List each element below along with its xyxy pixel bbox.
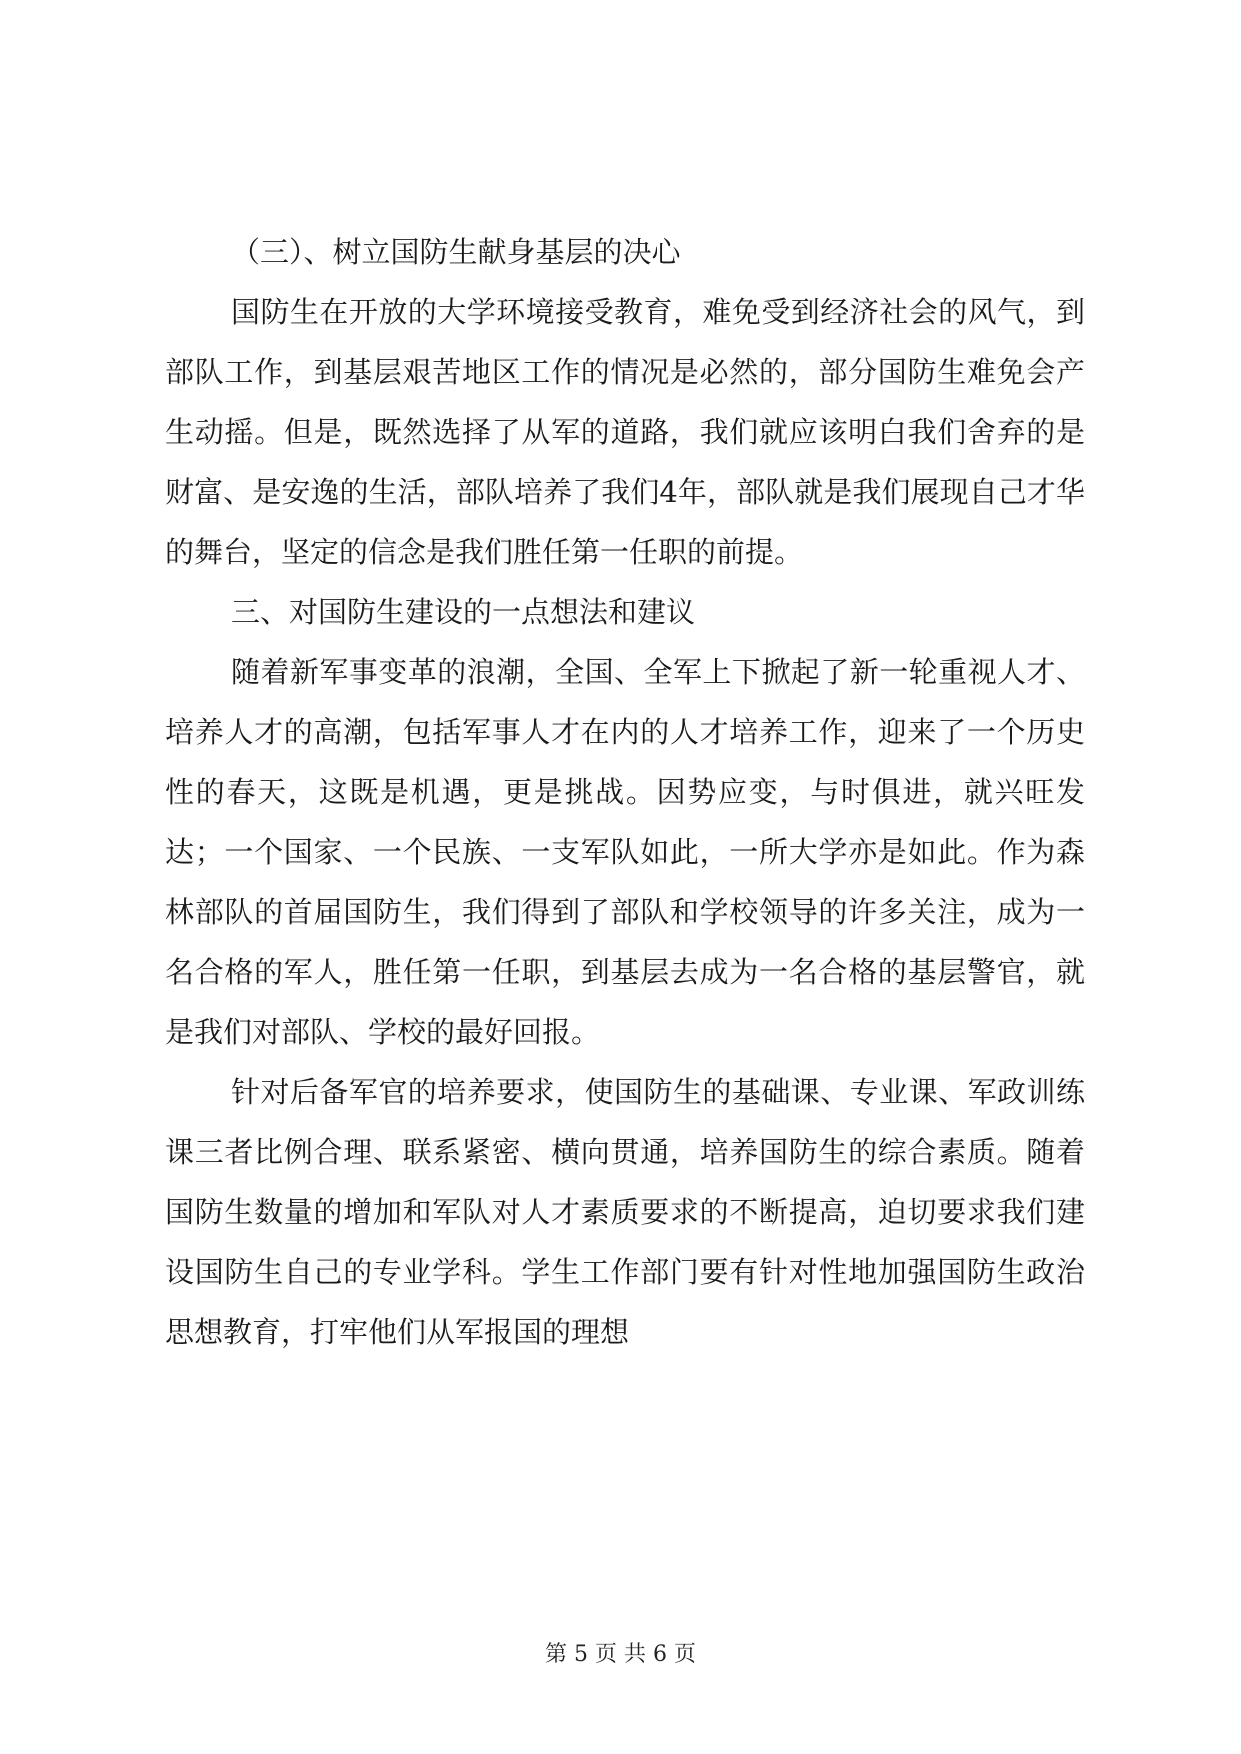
paragraph: 针对后备军官的培养要求，使国防生的基础课、专业课、军政训练课三者比例合理、联系紧密、横向贯通，培养国防生的综合素质。随着国防生数量的增加和军队对人才素质要求的不断提高，迫切要求我们建设国防生自己的专业学科。学生工作部门要有针对性地加强国防生政治思想教育，打牢他们从军报国的理想 — [165, 1075, 1085, 1349]
page-number-footer: 第 5 页 共 6 页 — [545, 1642, 696, 1667]
section-heading-three: 三、对国防生建设的一点想法和建议 — [231, 595, 696, 629]
paragraph: 随着新军事变革的浪潮，全国、全军上下掀起了新一轮重视人才、培养人才的高潮，包括军事人才在内的人才培养工作，迎来了一个历史性的春天，这既是机遇，更是挑战。因势应变，与时俱进，就兴旺发达；一个国家、一个民族、一支军队如此，一所大学亦是如此。作为森林部队的首届国防生，我们得到了部队和学校领导的许多关注，成为一名合格的军人，胜任第一任职，到基层去成为一名合格的基层警官，就是我们对部队、学校的最好回报。 — [165, 655, 1085, 1049]
section-heading-3: （三）、树立国防生献身基层的决心 — [231, 235, 681, 269]
document-body — [165, 222, 1085, 1362]
paragraph: 国防生在开放的大学环境接受教育，难免受到经济社会的风气，到部队工作，到基层艰苦地区工作的情况是必然的，部分国防生难免会产生动摇。但是，既然选择了从军的道路，我们就应该明白我们舍弃的是财富、是安逸的生活，部队培养了我们4年，部队就是我们展现自己才华的舞台，坚定的信念是我们胜任第一任职的前提。 — [165, 295, 1085, 569]
